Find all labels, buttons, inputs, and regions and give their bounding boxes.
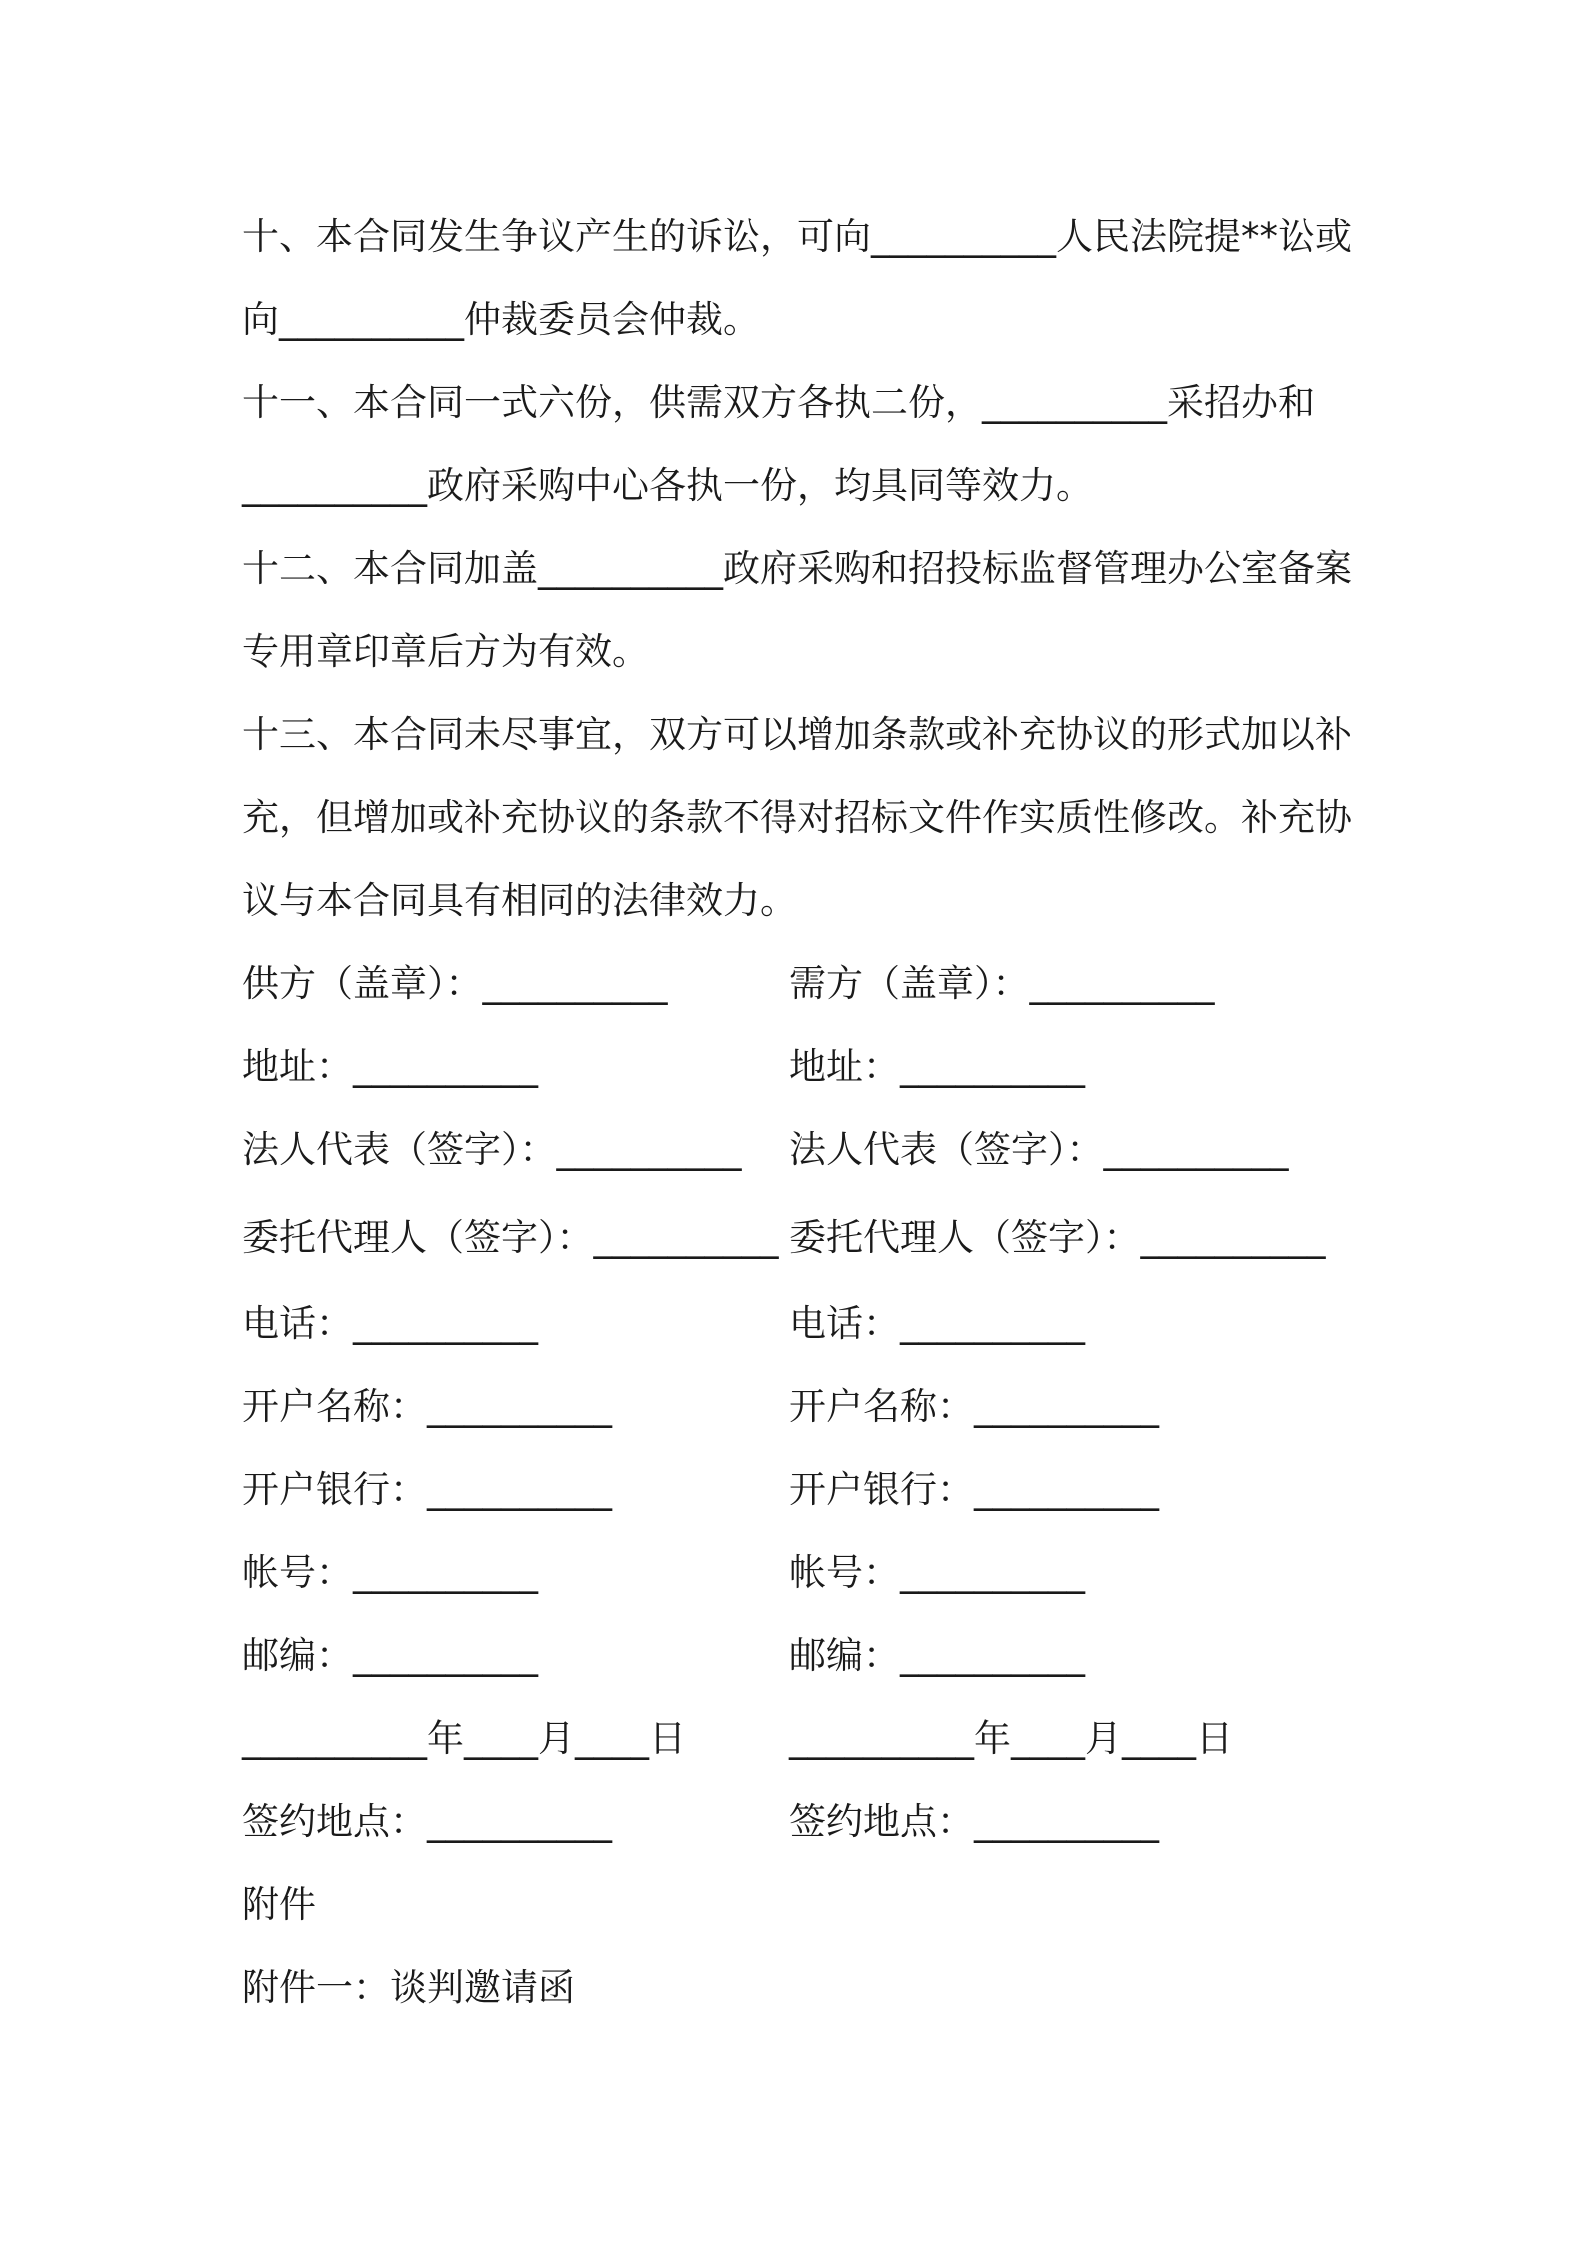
buyer-agent-field: 委托代理人（签字）：__________	[789, 1216, 1326, 1259]
signature-row-date	[242, 1697, 1362, 1780]
supplier-phone-field: 电话：__________	[242, 1302, 538, 1345]
buyer-address-field: 地址：__________	[789, 1045, 1085, 1088]
attachment-item-1: 附件一：谈判邀请函	[242, 1966, 575, 2009]
buyer-bank-field: 开户银行：__________	[789, 1468, 1159, 1511]
clause-12	[242, 527, 1362, 693]
supplier-agent-field: 委托代理人（签字）：__________	[242, 1216, 779, 1259]
buyer-postcode-field: 邮编：__________	[789, 1634, 1085, 1677]
supplier-location-field: 签约地点：__________	[242, 1800, 612, 1843]
supplier-postcode-field: 邮编：__________	[242, 1634, 538, 1677]
clause-10-line-1: 十、本合同发生争议产生的诉讼，可向__________人民法院提**讼或	[242, 215, 1352, 258]
supplier-account-number-field: 帐号：__________	[242, 1551, 538, 1594]
clause-12-line-2: 专用章印章后方为有效。	[242, 630, 649, 673]
signature-row-postcode	[242, 1614, 1362, 1697]
clause-10	[242, 195, 1362, 361]
buyer-date-field: __________年____月____日	[789, 1717, 1233, 1760]
signature-row-seal	[242, 942, 1362, 1025]
supplier-date-field: __________年____月____日	[242, 1717, 686, 1760]
buyer-seal-field: 需方（盖章）：__________	[789, 962, 1215, 1005]
buyer-account-number-field: 帐号：__________	[789, 1551, 1085, 1594]
signature-row-address	[242, 1025, 1362, 1108]
clause-13-line-1: 十三、本合同未尽事宜，双方可以增加条款或补充协议的形式加以补	[242, 713, 1352, 756]
signature-row-bank	[242, 1448, 1362, 1531]
buyer-legal-rep-field: 法人代表（签字）：__________	[789, 1128, 1289, 1171]
clause-10-line-2: 向__________仲裁委员会仲裁。	[242, 298, 760, 341]
attachments-heading: 附件	[242, 1883, 316, 1926]
clause-12-line-1: 十二、本合同加盖__________政府采购和招投标监督管理办公室备案	[242, 547, 1352, 590]
clause-11-line-1: 十一、本合同一式六份，供需双方各执二份，__________采招办和	[242, 381, 1315, 424]
clause-13-line-3: 议与本合同具有相同的法律效力。	[242, 879, 797, 922]
clause-11	[242, 361, 1362, 527]
clause-13-line-2: 充，但增加或补充协议的条款不得对招标文件作实质性修改。补充协	[242, 796, 1352, 839]
signature-block	[242, 942, 1362, 1863]
supplier-seal-field: 供方（盖章）：__________	[242, 962, 668, 1005]
supplier-bank-field: 开户银行：__________	[242, 1468, 612, 1511]
signature-row-legal-rep	[242, 1108, 1362, 1191]
buyer-phone-field: 电话：__________	[789, 1302, 1085, 1345]
document-page	[242, 195, 1362, 2029]
clause-11-line-2: __________政府采购中心各执一份，均具同等效力。	[242, 464, 1093, 507]
clause-13	[242, 693, 1362, 942]
supplier-account-name-field: 开户名称：__________	[242, 1385, 612, 1428]
supplier-address-field: 地址：__________	[242, 1045, 538, 1088]
buyer-location-field: 签约地点：__________	[789, 1800, 1159, 1843]
signature-row-phone	[242, 1282, 1362, 1365]
buyer-account-name-field: 开户名称：__________	[789, 1385, 1159, 1428]
signature-row-location	[242, 1780, 1362, 1863]
signature-row-agent	[242, 1193, 1362, 1282]
signature-row-account-number	[242, 1531, 1362, 1614]
signature-row-account-name	[242, 1365, 1362, 1448]
supplier-legal-rep-field: 法人代表（签字）：__________	[242, 1128, 742, 1171]
